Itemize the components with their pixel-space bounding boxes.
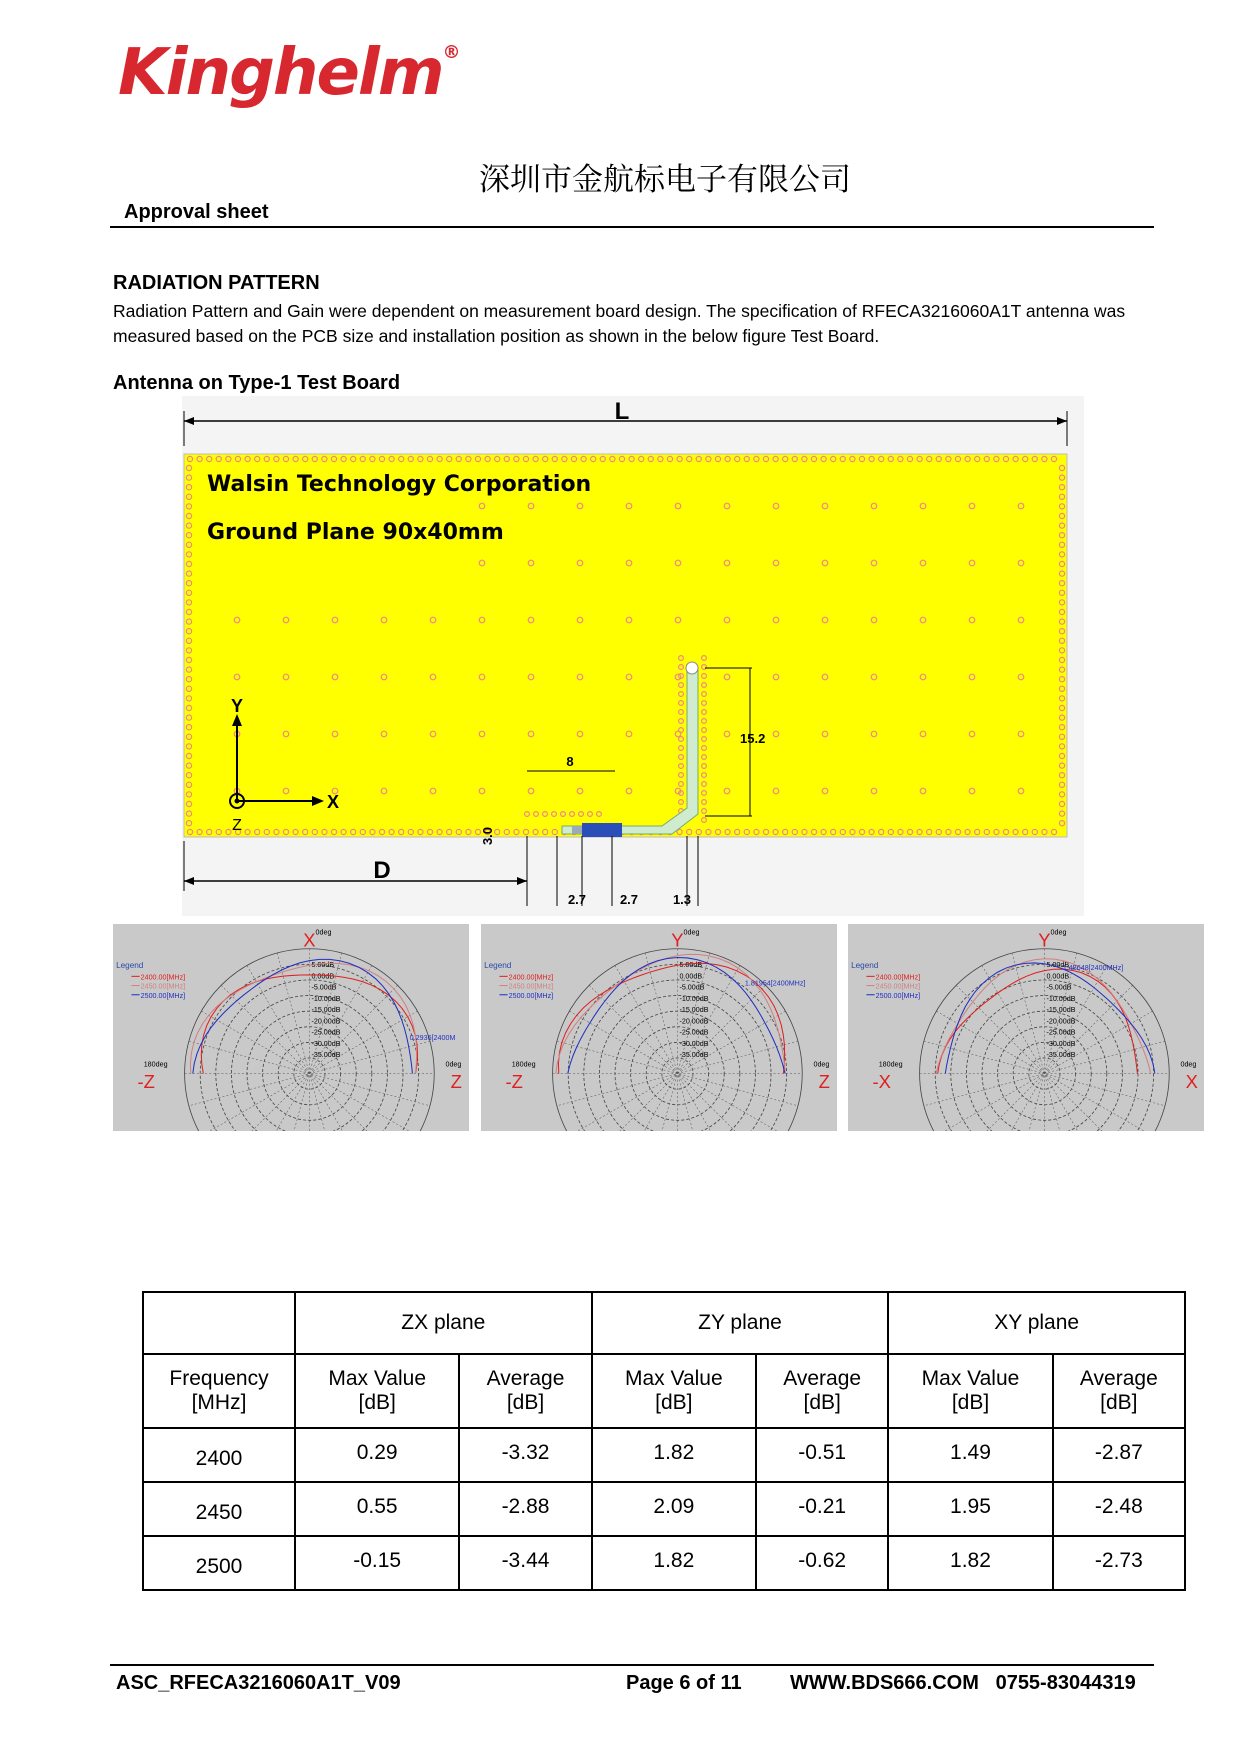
value-cell: -3.32 xyxy=(459,1428,591,1482)
footer-site-phone: WWW.BDS666.COM 0755-83044319 xyxy=(790,1672,1136,1694)
freq-cell: 2500 xyxy=(143,1536,295,1590)
value-cell: -2.88 xyxy=(459,1482,591,1536)
polar-ring-label: -5.00dB xyxy=(311,983,337,992)
value-cell: -0.62 xyxy=(756,1536,888,1590)
zx-max-header: Max Value [dB] xyxy=(295,1354,459,1428)
polar-legend-2450.00[MHz]: 2450.00[MHz] xyxy=(875,982,921,991)
freq-cell: 2400 xyxy=(143,1428,295,1482)
value-cell: 1.82 xyxy=(592,1536,756,1590)
footer-doc-id: ASC_RFECA3216060A1T_V09 xyxy=(116,1672,401,1694)
polar-legend-title: Legend xyxy=(484,961,512,971)
value-cell: 1.95 xyxy=(888,1482,1052,1536)
polar-ring-label: 0.00dB xyxy=(679,972,703,981)
polar-legend-2500.00[MHz]: 2500.00[MHz] xyxy=(875,991,921,1000)
polar-legend-2450.00[MHz]: 2450.00[MHz] xyxy=(508,982,554,991)
polar-ring-label: -20.00dB xyxy=(679,1017,709,1026)
ground-plane xyxy=(184,454,1067,837)
value-cell: -3.44 xyxy=(459,1536,591,1590)
value-cell: -2.48 xyxy=(1053,1482,1185,1536)
axis-x-label: X xyxy=(327,792,340,812)
zy-avg-header: Average [dB] xyxy=(756,1354,888,1428)
company-name-cn: 深圳市金航标电子有限公司 xyxy=(479,162,851,198)
polar-ring-label: 5.00dB xyxy=(311,961,335,970)
polar-legend-2500.00[MHz]: 2500.00[MHz] xyxy=(508,991,554,1000)
xy-avg-header: Average [dB] xyxy=(1053,1354,1185,1428)
axis-z-label: Z xyxy=(232,817,242,834)
polar-ring-label: 0.00dB xyxy=(1046,972,1070,981)
polar-ring-label: -25.00dB xyxy=(679,1028,709,1037)
value-cell: 1.82 xyxy=(888,1536,1052,1590)
polar-right-deg: 0deg xyxy=(445,1060,462,1069)
polar-legend-2400.00[MHz]: 2400.00[MHz] xyxy=(140,973,186,982)
zx-avg-header: Average [dB] xyxy=(459,1354,591,1428)
value-cell: 1.49 xyxy=(888,1428,1052,1482)
polar-legend-2450.00[MHz]: 2450.00[MHz] xyxy=(140,982,186,991)
table-row xyxy=(143,1482,1185,1536)
polar-ring-label: -15.00dB xyxy=(1046,1006,1076,1015)
polar-ring-label: -15.00dB xyxy=(311,1006,341,1015)
polar-ring-label: -15.00dB xyxy=(679,1006,709,1015)
polar-right-deg: 0deg xyxy=(813,1060,830,1069)
label-D: D xyxy=(373,857,391,884)
polar-ring-label: -30.00dB xyxy=(311,1039,341,1048)
section-paragraph: Radiation Pattern and Gain were dependent on measurement board design. The specification of RFECA3216060A1T antenna was measured based on the PCB size and installation position as shown in the below figure Test Board. xyxy=(113,301,1126,346)
board-ground-plane: Ground Plane 90x40mm xyxy=(207,520,504,545)
header-divider xyxy=(110,226,1154,228)
polar-ring-label: -30.00dB xyxy=(679,1039,709,1048)
polar-ring-label: -5.00dB xyxy=(679,983,705,992)
value-cell: 1.82 xyxy=(592,1428,756,1482)
polar-ring-label: 5.00dB xyxy=(679,961,703,970)
value-cell: 0.29 xyxy=(295,1428,459,1482)
section-title: RADIATION PATTERN xyxy=(113,272,320,294)
polar-ring-label: -35.00dB xyxy=(1046,1051,1076,1060)
kinghelm-logo: Kinghelm® xyxy=(118,36,459,110)
polar-top-deg: 0deg xyxy=(315,928,332,937)
polar-ring-label: -35.00dB xyxy=(311,1051,341,1060)
polar-legend-2400.00[MHz]: 2400.00[MHz] xyxy=(875,973,921,982)
polar-legend-title: Legend xyxy=(116,961,144,971)
plane-header-zx: ZX plane xyxy=(295,1292,592,1354)
polar-right-deg: 0deg xyxy=(1180,1060,1197,1069)
polar-marker: 1.81954[2400MHz] xyxy=(744,979,806,988)
polar-left-deg: 180deg xyxy=(878,1060,903,1069)
footer-page: Page 6 of 11 xyxy=(626,1672,742,1694)
polar-legend-2400.00[MHz]: 2400.00[MHz] xyxy=(508,973,554,982)
polar-left-deg: 180deg xyxy=(511,1060,536,1069)
polar-right-axis: Z xyxy=(818,1070,830,1092)
value-cell: -2.73 xyxy=(1053,1536,1185,1590)
polar-top-axis: X xyxy=(303,929,316,951)
polar-plot-2 xyxy=(481,924,837,1131)
polar-ring-label: -10.00dB xyxy=(311,994,341,1003)
polar-top-axis: Y xyxy=(1038,929,1051,951)
value-cell: 2.09 xyxy=(592,1482,756,1536)
value-cell: -0.15 xyxy=(295,1536,459,1590)
polar-plot-1 xyxy=(113,924,469,1131)
value-cell: 0.55 xyxy=(295,1482,459,1536)
dim-3-0: 3.0 xyxy=(480,826,495,846)
dim-1-3: 1.3 xyxy=(672,892,692,907)
polar-ring-label: -5.00dB xyxy=(1046,983,1072,992)
doc-type: Approval sheet xyxy=(124,201,269,223)
board-subtitle: Antenna on Type-1 Test Board xyxy=(113,372,401,394)
value-cell: -0.21 xyxy=(756,1482,888,1536)
polar-marker: 1.48648[2400MHz] xyxy=(1062,964,1124,973)
plane-header-zy: ZY plane xyxy=(592,1292,889,1354)
axis-y-label: Y xyxy=(230,696,244,716)
polar-legend-title: Legend xyxy=(851,961,879,971)
polar-ring-label: -10.00dB xyxy=(1046,994,1076,1003)
polar-legend-2500.00[MHz]: 2500.00[MHz] xyxy=(140,991,186,1000)
antenna-chip xyxy=(582,823,622,837)
freq-cell: 2450 xyxy=(143,1482,295,1536)
table-corner xyxy=(143,1292,295,1354)
plane-header-xy: XY plane xyxy=(888,1292,1185,1354)
polar-left-axis: -X xyxy=(872,1070,891,1092)
gain-table xyxy=(142,1291,1186,1591)
polar-top-deg: 0deg xyxy=(683,928,700,937)
value-cell: -2.87 xyxy=(1053,1428,1185,1482)
table-row xyxy=(143,1428,1185,1482)
polar-ring-label: -30.00dB xyxy=(1046,1039,1076,1048)
polar-left-axis: -Z xyxy=(137,1070,155,1092)
dim-2-7b: 2.7 xyxy=(619,892,639,907)
footer-divider xyxy=(110,1664,1154,1666)
dim-2-7a: 2.7 xyxy=(567,892,587,907)
table-row xyxy=(143,1536,1185,1590)
xy-max-header: Max Value [dB] xyxy=(888,1354,1052,1428)
polar-ring-label: -25.00dB xyxy=(311,1028,341,1037)
polar-right-axis: Z xyxy=(450,1070,462,1092)
polar-top-axis: Y xyxy=(671,929,684,951)
label-L: L xyxy=(614,398,630,425)
polar-left-deg: 180deg xyxy=(143,1060,168,1069)
polar-ring-label: 5.00dB xyxy=(1046,961,1070,970)
polar-plot-3 xyxy=(848,924,1204,1131)
freq-header: Frequency [MHz] xyxy=(143,1354,295,1428)
value-cell: -0.51 xyxy=(756,1428,888,1482)
zy-max-header: Max Value [dB] xyxy=(592,1354,756,1428)
test-board-figure xyxy=(182,396,1084,916)
polar-right-axis: X xyxy=(1185,1070,1198,1092)
dim-15-2: 15.2 xyxy=(740,731,766,746)
polar-ring-label: -20.00dB xyxy=(1046,1017,1076,1026)
polar-ring-label: 0.00dB xyxy=(311,972,335,981)
polar-ring-label: -25.00dB xyxy=(1046,1028,1076,1037)
dim-8: 8 xyxy=(566,754,574,769)
polar-ring-label: -20.00dB xyxy=(311,1017,341,1026)
polar-ring-label: -35.00dB xyxy=(679,1051,709,1060)
polar-left-axis: -Z xyxy=(505,1070,523,1092)
polar-marker: 0.2936[2400M xyxy=(409,1033,456,1042)
board-company: Walsin Technology Corporation xyxy=(207,472,592,497)
polar-top-deg: 0deg xyxy=(1050,928,1067,937)
polar-ring-label: -10.00dB xyxy=(679,994,709,1003)
